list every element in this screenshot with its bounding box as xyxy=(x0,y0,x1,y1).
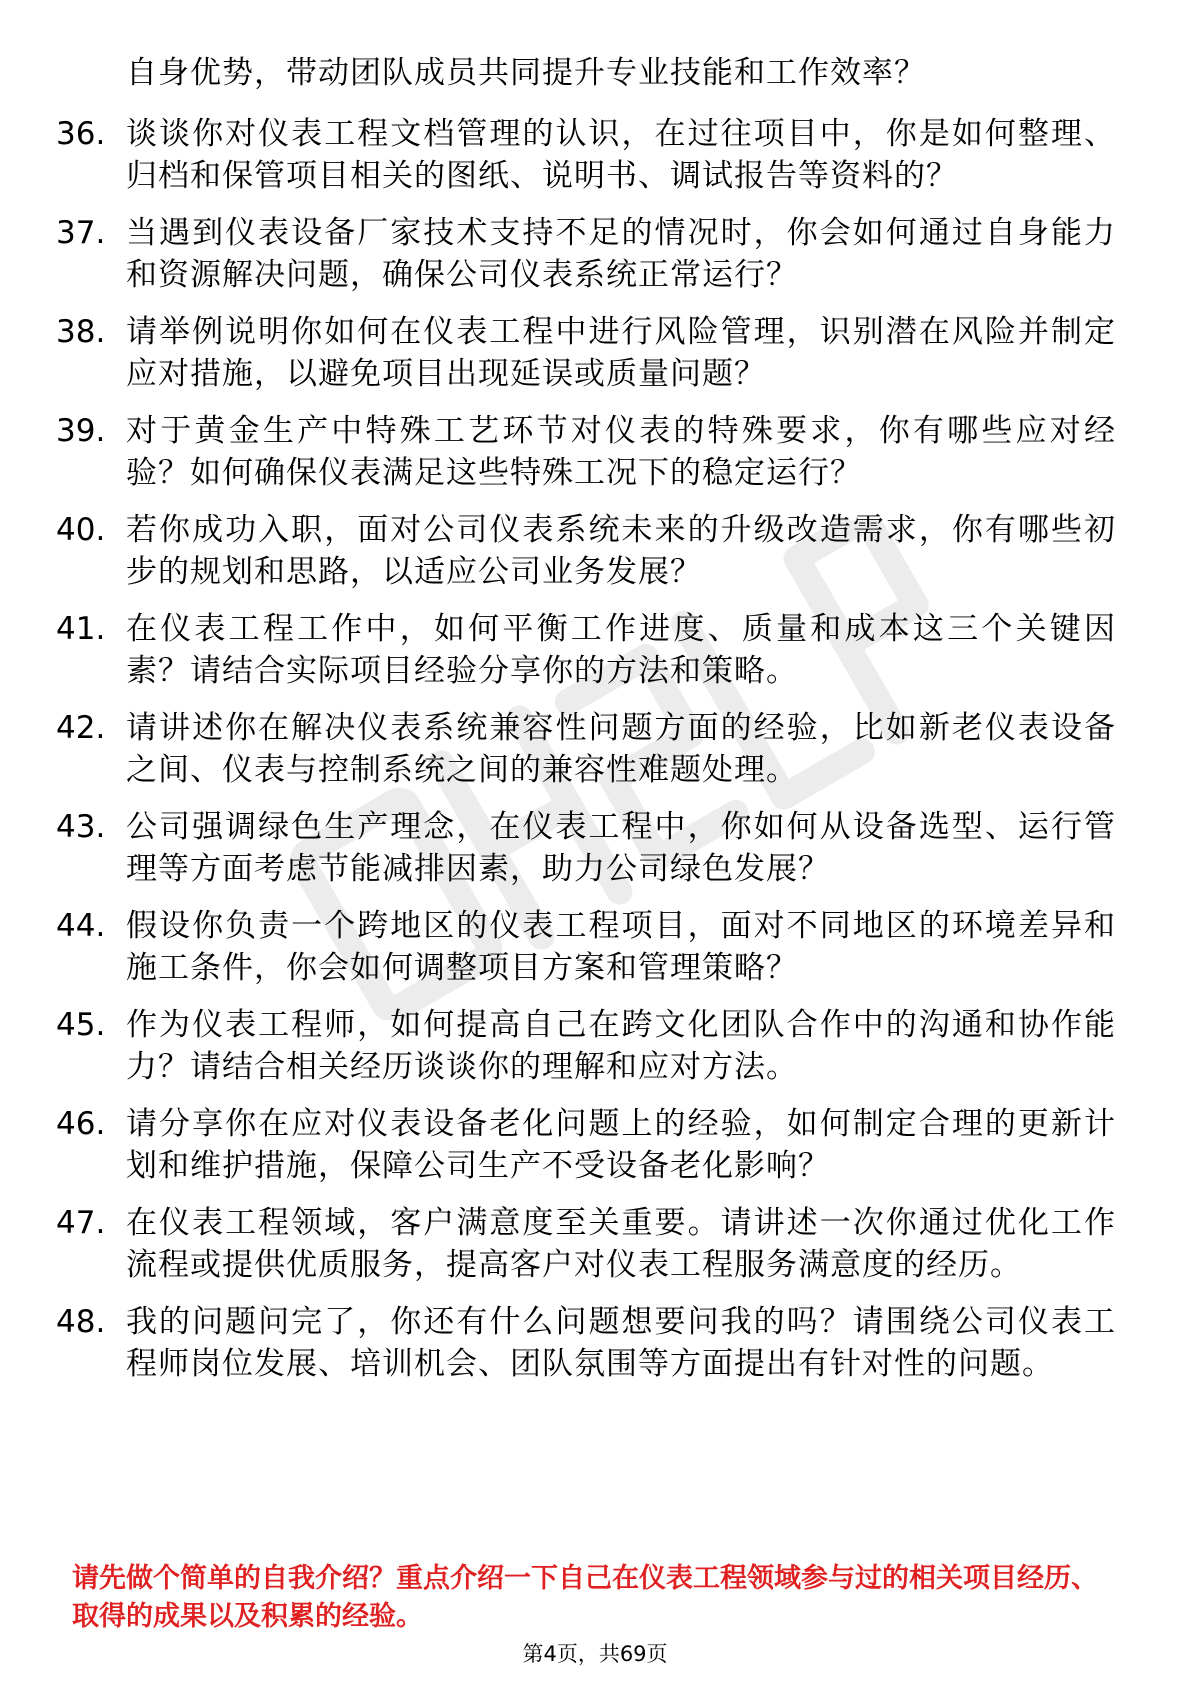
question-item xyxy=(56,608,1116,692)
question-number: 48. xyxy=(56,1304,106,1340)
question-text: 假设你负责一个跨地区的仪表工程项目，面对不同地区的环境差异和施工条件，你会如何调整项目方案和管理策略？ xyxy=(126,908,1116,986)
question-number: 44. xyxy=(56,908,106,944)
question-number: 41. xyxy=(56,611,106,647)
question-text: 请讲述你在解决仪表系统兼容性问题方面的经验，比如新老仪表设备之间、仪表与控制系统之间的兼容性难题处理。 xyxy=(126,710,1116,788)
question-text: 请举例说明你如何在仪表工程中进行风险管理，识别潜在风险并制定应对措施，以避免项目出现延误或质量问题？ xyxy=(126,314,1116,392)
question-text: 请分享你在应对仪表设备老化问题上的经验，如何制定合理的更新计划和维护措施，保障公司生产不受设备老化影响？ xyxy=(126,1106,1116,1184)
question-text: 在仪表工程工作中，如何平衡工作进度、质量和成本这三个关键因素？请结合实际项目经验分享你的方法和策略。 xyxy=(126,611,1116,689)
question-text: 在仪表工程领域，客户满意度至关重要。请讲述一次你通过优化工作流程或提供优质服务，提高客户对仪表工程服务满意度的经历。 xyxy=(126,1205,1116,1283)
question-number: 42. xyxy=(56,710,106,746)
question-number: 39. xyxy=(56,413,106,449)
question-text: 谈谈你对仪表工程文档管理的认识，在过往项目中，你是如何整理、归档和保管项目相关的图纸、说明书、调试报告等资料的？ xyxy=(126,116,1116,194)
question-item xyxy=(56,410,1116,494)
question-text: 当遇到仪表设备厂家技术支持不足的情况时，你会如何通过自身能力和资源解决问题，确保公司仪表系统正常运行？ xyxy=(126,215,1116,293)
question-text: 对于黄金生产中特殊工艺环节对仪表的特殊要求，你有哪些应对经验？如何确保仪表满足这些特殊工况下的稳定运行？ xyxy=(126,413,1116,491)
question-item xyxy=(56,311,1116,395)
question-number: 38. xyxy=(56,314,106,350)
question-number: 47. xyxy=(56,1205,106,1241)
question-item xyxy=(56,707,1116,791)
question-item xyxy=(56,905,1116,989)
question-text: 我的问题问完了，你还有什么问题想要问我的吗？请围绕公司仪表工程师岗位发展、培训机会、团队氛围等方面提出有针对性的问题。 xyxy=(126,1304,1116,1382)
question-item xyxy=(56,1301,1116,1385)
question-number: 36. xyxy=(56,116,106,152)
question-text: 若你成功入职，面对公司仪表系统未来的升级改造需求，你有哪些初步的规划和思路，以适应公司业务发展？ xyxy=(126,512,1116,590)
question-item xyxy=(56,509,1116,593)
question-number: 45. xyxy=(56,1007,106,1043)
question-item xyxy=(56,1202,1116,1286)
continuation-text: 自身优势，带动团队成员共同提升专业技能和工作效率？ xyxy=(126,55,926,91)
question-text: 公司强调绿色生产理念，在仪表工程中，你如何从设备选型、运行管理等方面考虑节能减排因素，助力公司绿色发展？ xyxy=(126,809,1116,887)
question-number: 40. xyxy=(56,512,106,548)
question-item xyxy=(56,1103,1116,1187)
question-item xyxy=(56,113,1116,197)
question-number: 46. xyxy=(56,1106,106,1142)
highlighted-question: 请先做个简单的自我介绍？重点介绍一下自己在仪表工程领域参与过的相关项目经历、取得的成果以及积累的经验。 xyxy=(72,1563,1098,1632)
question-number: 37. xyxy=(56,215,106,251)
question-list xyxy=(56,113,1116,1400)
question-number: 43. xyxy=(56,809,106,845)
question-item xyxy=(56,806,1116,890)
question-item xyxy=(56,212,1116,296)
page-footer: 第4页，共69页 xyxy=(522,1642,668,1666)
question-text: 作为仪表工程师，如何提高自己在跨文化团队合作中的沟通和协作能力？请结合相关经历谈谈你的理解和应对方法。 xyxy=(126,1007,1116,1085)
question-item xyxy=(56,1004,1116,1088)
